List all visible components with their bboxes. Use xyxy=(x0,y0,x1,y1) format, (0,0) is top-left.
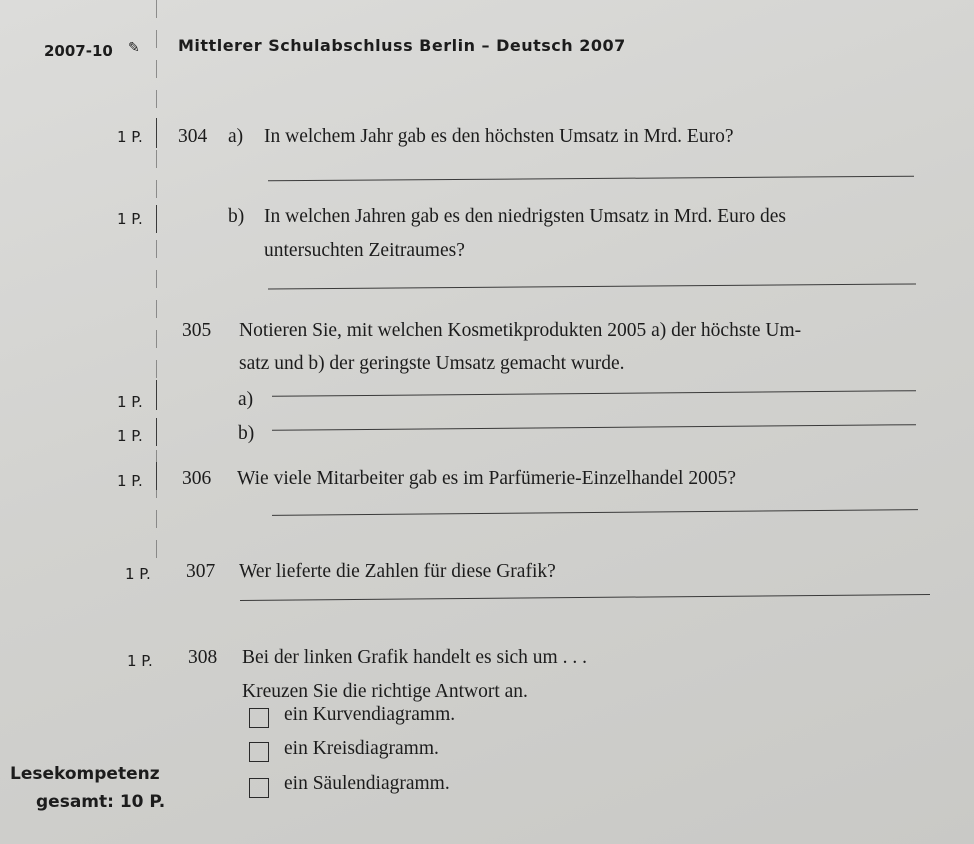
answer-line-307[interactable] xyxy=(240,594,930,601)
question-number-308: 308 xyxy=(188,647,218,668)
question-number-304: 304 xyxy=(178,126,208,147)
question-304b-text-line2: untersuchten Zeitraumes? xyxy=(264,240,465,261)
answer-line-306[interactable] xyxy=(272,509,918,516)
checkbox-option-kreisdiagramm[interactable] xyxy=(249,742,269,762)
checkbox-option-kurvendiagramm[interactable] xyxy=(249,708,269,728)
pencil-mark-icon: ✎ xyxy=(128,41,140,56)
question-304a-text: In welchem Jahr gab es den höchsten Umsatz in Mrd. Euro? xyxy=(264,126,734,147)
points-307: 1 P. xyxy=(125,565,151,583)
question-307-text: Wer lieferte die Zahlen für diese Grafik? xyxy=(239,561,556,582)
checkbox-option-saeulendiagramm[interactable] xyxy=(249,778,269,798)
question-number-306: 306 xyxy=(182,468,212,489)
margin-tick xyxy=(156,205,157,233)
exam-code: 2007-10 xyxy=(44,42,113,60)
points-306: 1 P. xyxy=(117,472,143,490)
question-305-text-line1: Notieren Sie, mit welchen Kosmetikprodukten 2005 a) der höchste Um- xyxy=(239,320,802,341)
question-304b-text-line1: In welchen Jahren gab es den niedrigsten Umsatz in Mrd. Euro des xyxy=(264,206,787,227)
margin-tick xyxy=(156,418,157,446)
points-305b: 1 P. xyxy=(117,427,143,445)
question-305-text-line2: satz und b) der geringste Umsatz gemacht wurde. xyxy=(239,353,625,374)
points-304a: 1 P. xyxy=(117,128,143,146)
option-kurvendiagramm: ein Kurvendiagramm. xyxy=(284,704,456,725)
answer-line-304b[interactable] xyxy=(268,283,916,289)
points-308: 1 P. xyxy=(127,652,153,670)
margin-tick xyxy=(156,380,157,410)
label-304b: b) xyxy=(228,206,245,227)
total-points: gesamt: 10 P. xyxy=(36,792,166,812)
points-304b: 1 P. xyxy=(117,210,143,228)
question-306-text: Wie viele Mitarbeiter gab es im Parfümerie-Einzelhandel 2005? xyxy=(237,468,736,489)
label-304a: a) xyxy=(228,126,244,147)
option-saeulendiagramm: ein Säulendiagramm. xyxy=(284,773,450,794)
question-308-text-line1: Bei der linken Grafik handelt es sich um . . . xyxy=(242,647,587,668)
points-305a: 1 P. xyxy=(117,393,143,411)
question-number-305: 305 xyxy=(182,320,212,341)
section-label: Lesekompetenz xyxy=(10,764,160,784)
margin-tick xyxy=(156,462,157,490)
answer-line-305a[interactable] xyxy=(272,390,916,397)
question-number-307: 307 xyxy=(186,561,216,582)
label-305b: b) xyxy=(238,423,255,444)
label-305a: a) xyxy=(238,389,254,410)
page-title: Mittlerer Schulabschluss Berlin – Deutsch 2007 xyxy=(178,36,626,55)
answer-line-304a[interactable] xyxy=(268,176,914,182)
margin-tick xyxy=(156,118,157,148)
question-308-text-line2: Kreuzen Sie die richtige Antwort an. xyxy=(242,681,528,702)
option-kreisdiagramm: ein Kreisdiagramm. xyxy=(284,738,439,759)
answer-line-305b[interactable] xyxy=(272,424,916,431)
